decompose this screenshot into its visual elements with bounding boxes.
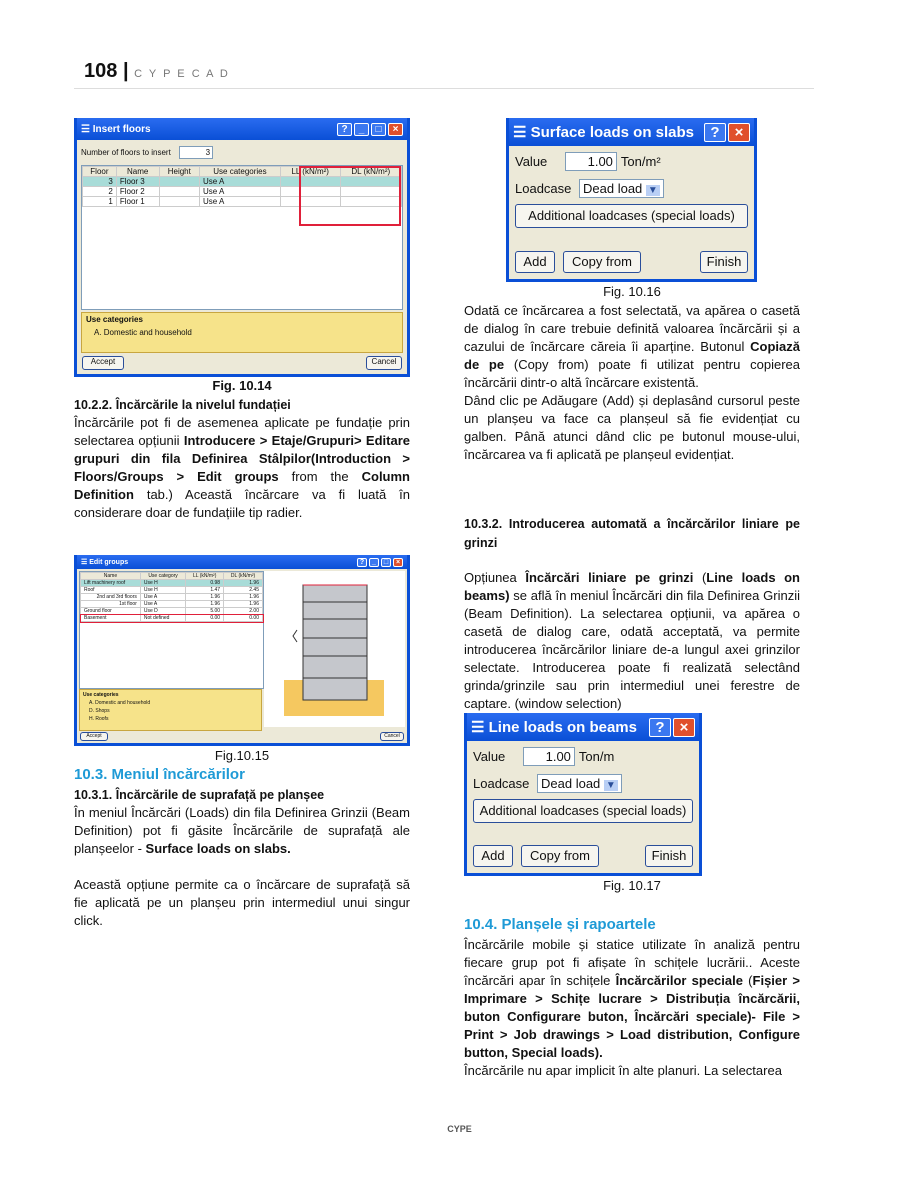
table-cell[interactable]: Use H xyxy=(140,580,185,587)
menu-icon: ☰ xyxy=(81,559,90,566)
table-cell[interactable]: 2.45 xyxy=(224,587,263,594)
building-section-drawing xyxy=(264,571,408,727)
table-cell[interactable]: Use A xyxy=(140,601,185,608)
groups-table xyxy=(79,571,264,689)
table-cell[interactable]: Use H xyxy=(140,587,185,594)
add-button[interactable]: Add xyxy=(473,845,513,867)
highlight-box xyxy=(299,166,401,226)
loadcase-select[interactable]: Dead load ▼ xyxy=(579,179,664,198)
accept-button[interactable]: Accept xyxy=(82,356,124,370)
chevron-down-icon: ▼ xyxy=(605,780,616,791)
minimize-icon[interactable]: _ xyxy=(354,123,369,136)
right-text-1 xyxy=(464,302,800,464)
close-icon[interactable]: × xyxy=(393,558,403,567)
table-row[interactable] xyxy=(81,615,263,622)
table-cell[interactable]: Basement xyxy=(81,615,141,622)
menu-icon: ☰ xyxy=(81,123,93,135)
menu-icon: ☰ xyxy=(513,124,531,141)
table-cell[interactable] xyxy=(159,197,199,207)
table-cell[interactable]: 1.47 xyxy=(186,587,224,594)
menu-icon: ☰ xyxy=(471,719,489,736)
table-cell[interactable]: 1.96 xyxy=(224,601,263,608)
table-cell[interactable]: 3 xyxy=(83,177,117,187)
table-cell[interactable]: Use D xyxy=(140,608,185,615)
num-floors-input[interactable]: 3 xyxy=(179,146,213,159)
maximize-icon[interactable]: □ xyxy=(371,123,386,136)
table-cell[interactable]: Floor 1 xyxy=(116,197,159,207)
close-icon[interactable]: × xyxy=(388,123,403,136)
dialog-title: Surface loads on slabs xyxy=(530,123,695,141)
use-categories-title: Use categories xyxy=(83,692,119,698)
table-cell[interactable]: Use A xyxy=(199,197,280,207)
table-cell[interactable]: 0.00 xyxy=(224,615,263,622)
table-cell[interactable]: Floor 2 xyxy=(116,187,159,197)
brand: C Y P E C A D xyxy=(134,68,230,80)
use-categories-title: Use categories xyxy=(86,315,143,324)
paragraph: Încărcările pot fi de asemenea aplicate pe fundație prin selectarea opțiunii Introducere > Etaje/Grupuri> Editare grupuri din fila Definirea Stâlpilor(Introduction > Floors/Groups > Edit groups from the Column Definition tab.) Această încărcare va fi luată în considerare doar de fundațiile tip radier. xyxy=(74,415,410,520)
column-header[interactable]: Name xyxy=(81,573,141,580)
section-10-2-2 xyxy=(74,396,410,522)
section-10-4 xyxy=(464,916,800,1080)
help-icon[interactable]: ? xyxy=(649,718,671,737)
cancel-button[interactable]: Cancel xyxy=(380,732,404,741)
insert-floors-dialog xyxy=(74,118,410,377)
subsection-heading: 10.3.1. Încărcările de suprafață pe planșee xyxy=(74,788,325,802)
column-header[interactable]: Use categories xyxy=(199,167,280,177)
dialog-title: Edit groups xyxy=(89,558,129,566)
separator: | xyxy=(122,60,129,82)
paragraph: Încărcările nu apar implicit în alte planuri. La selectarea xyxy=(464,1063,782,1078)
copy-from-button[interactable]: Copy from xyxy=(563,251,641,273)
value-input[interactable]: 1.00 xyxy=(565,152,617,171)
value-label: Value xyxy=(515,154,548,169)
chevron-down-icon: ▼ xyxy=(647,185,658,196)
table-row[interactable] xyxy=(81,608,263,615)
section-10-3 xyxy=(74,766,410,930)
additional-loadcases-button[interactable]: Additional loadcases (special loads) xyxy=(515,204,748,228)
table-row[interactable] xyxy=(81,601,263,608)
column-header[interactable]: Height xyxy=(159,167,199,177)
table-cell[interactable]: 2.00 xyxy=(224,608,263,615)
paragraph: În meniul Încărcări (Loads) din fila Definirea Grinzii (Beam Definition) pot fi găsite Încărcările de suprafață ale planșeelor - Surface loads on slabs. xyxy=(74,805,410,856)
loadcase-select[interactable]: Dead load ▼ xyxy=(537,774,622,793)
unit-label: Ton/m xyxy=(578,749,615,764)
table-cell[interactable] xyxy=(159,187,199,197)
cancel-button[interactable]: Cancel xyxy=(366,356,402,370)
column-header[interactable]: Floor xyxy=(83,167,117,177)
page-number: 108 xyxy=(84,60,118,82)
table-row[interactable] xyxy=(81,580,263,587)
table-cell[interactable]: 1 xyxy=(83,197,117,207)
table-cell[interactable] xyxy=(159,177,199,187)
section-heading: 10.4. Planșele și rapoartele xyxy=(464,916,656,933)
use-category-item: D. Shops xyxy=(89,708,110,714)
column-header[interactable]: DL (kN/m²) xyxy=(340,167,401,177)
page-header xyxy=(84,60,230,83)
use-category-item: H. Roofs xyxy=(89,716,109,722)
floors-table xyxy=(81,165,403,310)
table-cell[interactable]: 2nd and 3rd floors xyxy=(81,594,141,601)
help-icon[interactable]: ? xyxy=(704,123,726,142)
unit-label: Ton/m² xyxy=(620,154,661,169)
figure-caption: Fig. 10.16 xyxy=(603,284,661,299)
header-rule xyxy=(74,88,814,89)
paragraph: Încărcările mobile și statice utilizate în analiză pentru fiecare grup pot fi afișate în schițele lucrării.. Aceste încărcări apar în schițele Încărcărilor speciale (Fișier > Imprimare > Schițe lucrare > Distribuția încărcării, buton Configurare buton, Încărcări speciale)- File > Print > Job drawings > Load distribution, Configure button, Special loads). xyxy=(464,937,800,1060)
figure-caption: Fig. 10.17 xyxy=(603,878,661,893)
finish-button[interactable]: Finish xyxy=(645,845,693,867)
paragraph: Această opțiune permite ca o încărcare de suprafață să fie aplicată pe un planșeu prin intermediul unui singur click. xyxy=(74,877,410,928)
use-categories-panel xyxy=(81,312,403,353)
help-icon[interactable]: ? xyxy=(357,558,367,567)
use-categories-panel xyxy=(79,689,262,731)
line-loads-dialog xyxy=(464,713,702,876)
section-heading: 10.3. Meniul încărcărilor xyxy=(74,766,245,783)
column-header[interactable]: Use category xyxy=(140,573,185,580)
table-cell[interactable]: 0.98 xyxy=(186,580,224,587)
add-button[interactable]: Add xyxy=(515,251,555,273)
table-cell[interactable]: 1st floor xyxy=(81,601,141,608)
table-row[interactable] xyxy=(81,587,263,594)
table-cell[interactable]: Roof xyxy=(81,587,141,594)
table-cell[interactable]: Floor 3 xyxy=(116,177,159,187)
dialog-title: Insert floors xyxy=(92,123,151,135)
value-label: Value xyxy=(473,749,506,764)
figure-caption: Fig. 10.14 xyxy=(212,378,272,393)
use-category-item: A. Domestic and household xyxy=(94,328,192,337)
table-cell[interactable]: 5.00 xyxy=(186,608,224,615)
num-floors-label: Number of floors to insert xyxy=(81,148,171,157)
column-header[interactable]: DL (kN/m²) xyxy=(224,573,263,580)
table-cell[interactable]: 1.96 xyxy=(224,594,263,601)
accept-button[interactable]: Accept xyxy=(80,732,108,741)
paragraph: Opțiunea Încărcări liniare pe grinzi (Line loads on beams) se află în meniul Încărcări din fila Definirea Grinzii (Beam Definition). La selectarea opțiunii, va apărea o casetă de dialog care, odată acceptată, va permite introducerea încărcărilor liniare de-a lungul axei grinzilor selectate. Introducerea poate fi realizată selectând grinda/grinzile sau prin intermediul unei ferestre de captare. (window selection) xyxy=(464,570,800,711)
table-cell[interactable]: 2 xyxy=(83,187,117,197)
section-10-3-2 xyxy=(464,515,800,713)
loadcase-label: Loadcase xyxy=(473,776,530,791)
finish-button[interactable]: Finish xyxy=(700,251,748,273)
table-cell[interactable]: Use A xyxy=(199,187,280,197)
loadcase-label: Loadcase xyxy=(515,181,572,196)
column-header[interactable]: LL (kN/m²) xyxy=(186,573,224,580)
table-cell[interactable]: Use A xyxy=(140,594,185,601)
additional-loadcases-button[interactable]: Additional loadcases (special loads) xyxy=(473,799,693,823)
dialog-title: Line loads on beams xyxy=(488,718,637,736)
table-cell[interactable]: 1.96 xyxy=(224,580,263,587)
paragraph: Dând clic pe Adăugare (Add) și deplasând cursorul peste un planșeu va face ca planșeul să fie evidențiat cu galben. Până atunci dând clic pe butonul mouse-ului, încărcarea va fi aplicată pe planșeul evidențiat. xyxy=(464,393,800,462)
figure-caption: Fig.10.15 xyxy=(214,748,270,763)
building-preview xyxy=(264,571,405,727)
maximize-icon[interactable]: □ xyxy=(381,558,391,567)
close-icon[interactable]: × xyxy=(673,718,695,737)
table-cell[interactable]: 1.96 xyxy=(186,601,224,608)
table-cell[interactable]: Lift machinery roof xyxy=(81,580,141,587)
use-category-item: A. Domestic and household xyxy=(89,700,151,706)
table-cell[interactable]: 0.00 xyxy=(186,615,224,622)
edit-groups-dialog xyxy=(74,555,410,746)
close-icon[interactable]: × xyxy=(728,123,750,142)
table-cell[interactable]: Not defined xyxy=(140,615,185,622)
table-cell[interactable]: 1.96 xyxy=(186,594,224,601)
column-header[interactable]: LL (kN/m²) xyxy=(280,167,340,177)
table-cell[interactable]: Use A xyxy=(199,177,280,187)
footer-brand: CYPE xyxy=(447,1124,472,1134)
help-icon[interactable]: ? xyxy=(337,123,352,136)
minimize-icon[interactable]: _ xyxy=(369,558,379,567)
value-input[interactable]: 1.00 xyxy=(523,747,575,766)
table-row[interactable] xyxy=(81,594,263,601)
paragraph: Odată ce încărcarea a fost selectată, va apărea o casetă de dialog în care trebuie definită valoarea încărcării și a cazului de încărcare căreia îi aparține. Butonul Copiază de pe (Copy from) poate fi utilizat pentru copierea încărcării dintr-o altă încărcare existentă. xyxy=(464,303,800,390)
table-cell[interactable]: Ground floor xyxy=(81,608,141,615)
surface-loads-dialog xyxy=(506,118,757,282)
copy-from-button[interactable]: Copy from xyxy=(521,845,599,867)
section-heading: 10.2.2. Încărcările la nivelul fundației xyxy=(74,398,291,412)
column-header[interactable]: Name xyxy=(116,167,159,177)
section-heading: 10.3.2. Introducerea automată a încărcărilor liniare pe grinzi xyxy=(464,517,800,550)
